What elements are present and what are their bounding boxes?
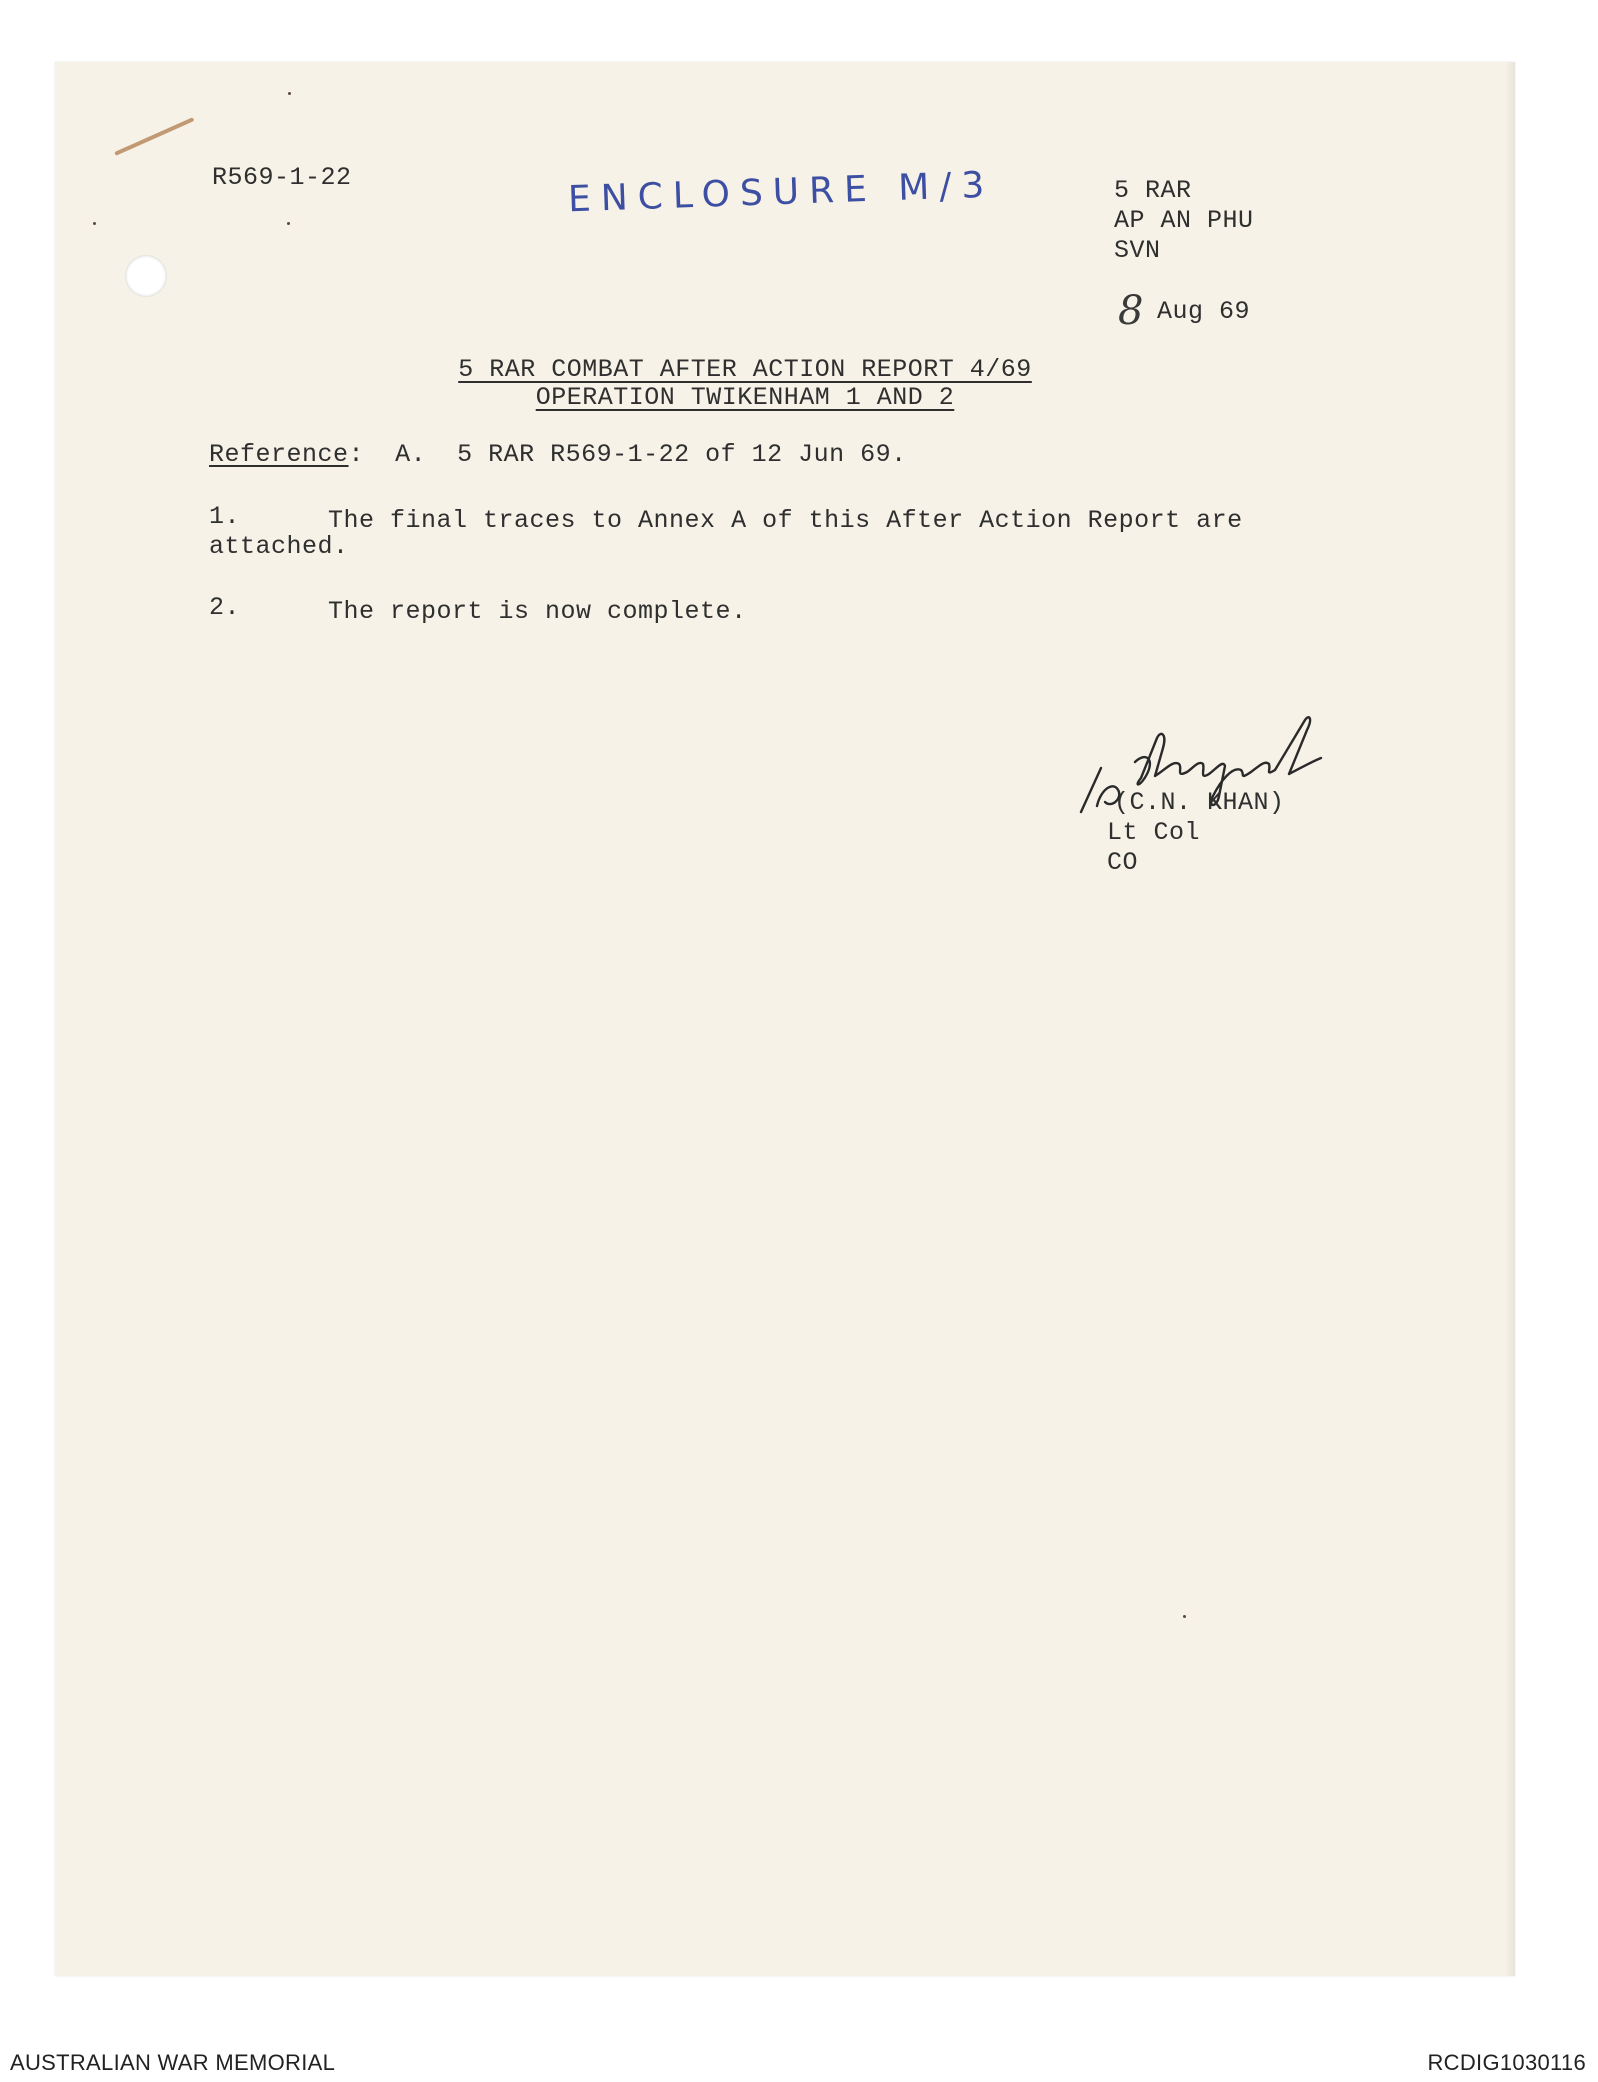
speck: [288, 92, 291, 95]
page-edge-shadow: [1505, 62, 1515, 1976]
address-line-1: 5 RAR: [1114, 176, 1192, 205]
speck: [287, 222, 290, 225]
signatory-name: (C.N. KHAN): [1114, 788, 1285, 817]
paragraph-1-line-2: attached.: [209, 532, 349, 561]
report-title-line-2: OPERATION TWIKENHAM 1 AND 2: [535, 383, 955, 412]
reference-text: A. 5 RAR R569-1-22 of 12 Jun 69.: [395, 440, 907, 469]
date-day-handwritten: 8: [1118, 288, 1144, 334]
footer-source: AUSTRALIAN WAR MEMORIAL: [10, 2050, 336, 2075]
speck: [1183, 1615, 1186, 1618]
address-line-3: SVN: [1114, 236, 1161, 265]
report-title-line-1: 5 RAR COMBAT AFTER ACTION REPORT 4/69: [458, 355, 1032, 384]
paragraph-2-line-1: The report is now complete.: [328, 597, 747, 626]
signatory-rank: Lt Col: [1107, 818, 1201, 847]
footer-id: RCDIG1030116: [1427, 2050, 1586, 2075]
reference-colon: :: [348, 440, 365, 469]
date-month-year: Aug 69: [1157, 297, 1251, 326]
reference-row: [209, 440, 907, 469]
enclosure-note: ENCLOSURE M/3: [567, 164, 996, 221]
paragraph-1-line-1: The final traces to Annex A of this After Action Report are: [328, 506, 1243, 535]
signatory-appointment: CO: [1107, 848, 1139, 877]
paragraph-1-number: 1.: [209, 502, 241, 531]
punch-hole: [125, 255, 167, 297]
address-line-2: AP AN PHU: [1114, 206, 1254, 235]
speck: [93, 222, 96, 225]
document-page: [55, 62, 1515, 1976]
paragraph-2-number: 2.: [209, 593, 241, 622]
file-reference: R569-1-22: [212, 163, 352, 192]
reference-label: Reference: [209, 440, 349, 469]
